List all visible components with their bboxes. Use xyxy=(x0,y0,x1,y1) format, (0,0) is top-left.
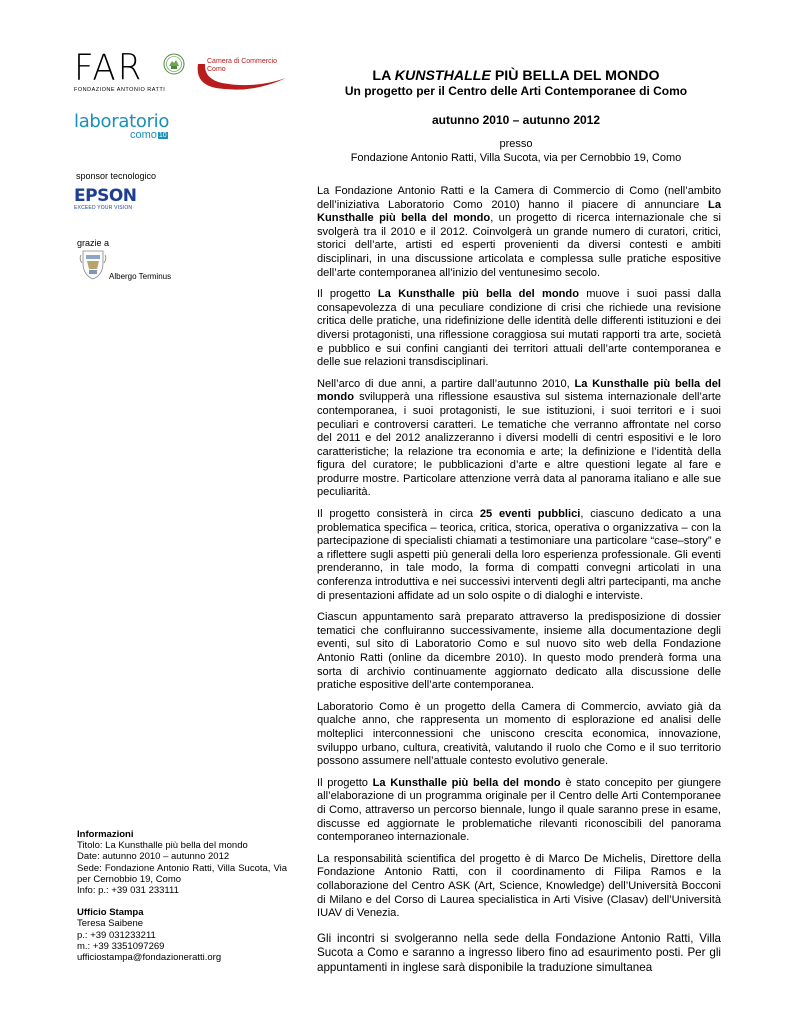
camera-commercio-line2: Como xyxy=(207,66,226,73)
laboratorio-como-word: como xyxy=(130,129,157,141)
far-logo xyxy=(74,47,166,94)
press-mobile: m.: +39 3351097269 xyxy=(77,940,165,952)
info-sede: Sede: Fondazione Antonio Ratti, Villa Sucota, Via per Cernobbio 19, Como xyxy=(77,862,287,885)
laboratorio-badge: 10 xyxy=(158,132,167,139)
venue-address: Fondazione Antonio Ratti, Villa Sucota, via per Cernobbio 19, Como xyxy=(350,152,682,164)
sponsor-label: sponsor tecnologico xyxy=(76,171,157,181)
paragraph-7: Il progetto La Kunsthalle più bella del mondo è stato concepito per giungere all’elaborazione di un programma originale per il Centro delle Arti Contemporanee di Como, attraverso un percorso biennale, lungo il quale saranno prese in esame, discusse ed aggiornate le problematiche rilevanti riconoscibili del panorama contemporaneo internazionale. xyxy=(317,776,722,844)
document-subtitle: Un progetto per il Centro delle Arti Contemporanee di Como xyxy=(344,84,688,98)
paragraph-8: La responsabilità scientifica del progetto è di Marco De Michelis, Direttore della Fondazione Antonio Ratti, con il coordinamento di Filipa Ramos e la collaborazione del Centro ASK (Art, Science, Knowledge) dell’Università Bocconi di Milano e del Corso di Laurea specialistica in Arti Visive (Clasav) dell’Università IUAV di Venezia. xyxy=(317,852,721,920)
press-email: ufficiostampa@fondazioneratti.org xyxy=(77,952,222,964)
camera-commercio-logo xyxy=(192,52,287,94)
far-logo-subtitle: FONDAZIONE ANTONIO RATTI xyxy=(74,87,166,93)
info-block xyxy=(77,829,287,963)
epson-tagline: EXCEED YOUR VISION xyxy=(74,205,133,211)
info-phone: Info: p.: +39 031 233111 xyxy=(77,885,179,897)
document-header xyxy=(316,68,716,165)
paragraph-6: Laboratorio Como è un progetto della Camera di Commercio, avviato già da qualche anno, che rappresenta un momento di esplorazione ed analisi delle molteplici interconnessioni che uniscono crescita economica, innovazione, sviluppo urbano, cultura, creatività, valutando il ruolo che Como e il suo territorio possono assumere nell’attuale contesto evolutivo generale. xyxy=(317,700,721,768)
epson-logo xyxy=(74,187,144,215)
document-title: LA KUNSTHALLE PIÙ BELLA DEL MONDO xyxy=(372,68,660,84)
paragraph-3: Nell’arco di due anni, a partire dall’autunno 2010, La Kunsthalle più bella del mondo svilupperà una riflessione esaustiva sul sistema internazionale dell’arte contemporanea, i suoi protagonisti, le sue istituzioni, i suoi territori e i suoi peculiari e controversi caratteri. Le tematiche che verranno affrontate nel corso del 2011 e del 2012 analizzeranno i diversi modelli di centri espositivi e le loro caratteristiche; la relazione tra economia e arte; la definizione e l’identità della figura del curatore; le pubblicazioni d’arte e altre questioni legate al fare e produrre mostre. Particolare attenzione verrà data al panorama italiano e alle sue peculiarità. xyxy=(317,377,721,499)
press-heading: Ufficio Stampa xyxy=(77,907,144,919)
paragraph-9: Gli incontri si svolgeranno nella sede della Fondazione Antonio Ratti, Villa Sucota a Como e saranno a ingresso libero fino ad esaurimento posti. Per gli appuntamenti in inglese sarà disponibile la traduzione simultanea xyxy=(317,931,721,974)
far-logo-letters: FAR xyxy=(74,47,144,89)
document-body xyxy=(317,185,721,983)
grazie-label: grazie a xyxy=(77,238,110,248)
info-date: Date: autunno 2010 – autunno 2012 xyxy=(77,851,230,863)
albergo-label: Albergo Terminus xyxy=(109,272,172,281)
paragraph-2: Il progetto La Kunsthalle più bella del mondo muove i suoi passi dalla consapevolezza di una peculiare condizione di crisi che richiede una revisione critica delle pratiche, una ridefinizione delle identità delle differenti istituzioni e dei diversi protagonisti, una riflessione coraggiosa sui mutati rapporti tra arte, società e pubblico e sui confini cangianti dei territori attuali dell’arte contemporanea e delle sue relazioni transdisciplinari. xyxy=(317,288,721,369)
paragraph-4: Il progetto consisterà in circa 25 eventi pubblici, ciascuno dedicato a una problematica specifica – teorica, critica, storica, operativa o organizzativa – con la partecipazione di specialisti chiamati a testimoniare una particolare “case–story” e a riflettere sugli aspetti più generali della loro esperienza professionale. Gli eventi prenderanno, in tale modo, la forma di compatti convegni articolati in una conferenza introduttiva e nei successivi interventi degli altri partecipanti, ma anche di presentazioni affidate ad un solo ospite o di dialoghi e interviste. xyxy=(317,508,721,602)
paragraph-1: La Fondazione Antonio Ratti e la Camera di Commercio di Como (nell’ambito dell’iniziativa Laboratorio Como 2010) hanno il piacere di annunciare La Kunsthalle più bella del mondo, un progetto di ricerca internazionale che si svolgerà tra il 2010 e il 2012. Coinvolgerà un grande numero di curatori, critici, storici dell’arte, artisti ed esperti provenienti da diversi contesti e ambiti disciplinari, in una discussione articolata e complessa sulle pratiche espositive dell’arte contemporanea all’inizio del ventunesimo secolo. xyxy=(317,185,721,279)
info-heading: Informazioni xyxy=(77,829,134,840)
press-phone: p.: +39 031233211 xyxy=(77,929,156,941)
epson-word: EPSON xyxy=(74,186,137,206)
project-period: autunno 2010 – autunno 2012 xyxy=(431,113,601,127)
paragraph-5: Ciascun appuntamento sarà preparato attraverso la predisposizione di dossier tematici che confluiranno successivamente, insieme alla documentazione degli eventi, sul sito di Laboratorio Como e sul nuovo sito web della Fondazione Antonio Ratti (online da dicembre 2010). In questo modo prenderà forma una sorta di archivio continuamente aggiornato dedicato alla discussione delle pratiche espositive dell’arte contemporanea. xyxy=(317,611,721,692)
press-name: Teresa Saibene xyxy=(77,918,144,930)
presso-label: presso xyxy=(499,138,533,150)
albergo-crest-icon xyxy=(79,249,107,281)
laboratorio-como-logo xyxy=(74,112,184,142)
laboratorio-word: laboratorio xyxy=(74,111,170,132)
info-titolo: Titolo: La Kunsthalle più bella del mondo xyxy=(77,840,248,852)
comune-seal-icon xyxy=(163,53,185,77)
camera-commercio-line1: Camera di Commercio xyxy=(207,58,278,65)
